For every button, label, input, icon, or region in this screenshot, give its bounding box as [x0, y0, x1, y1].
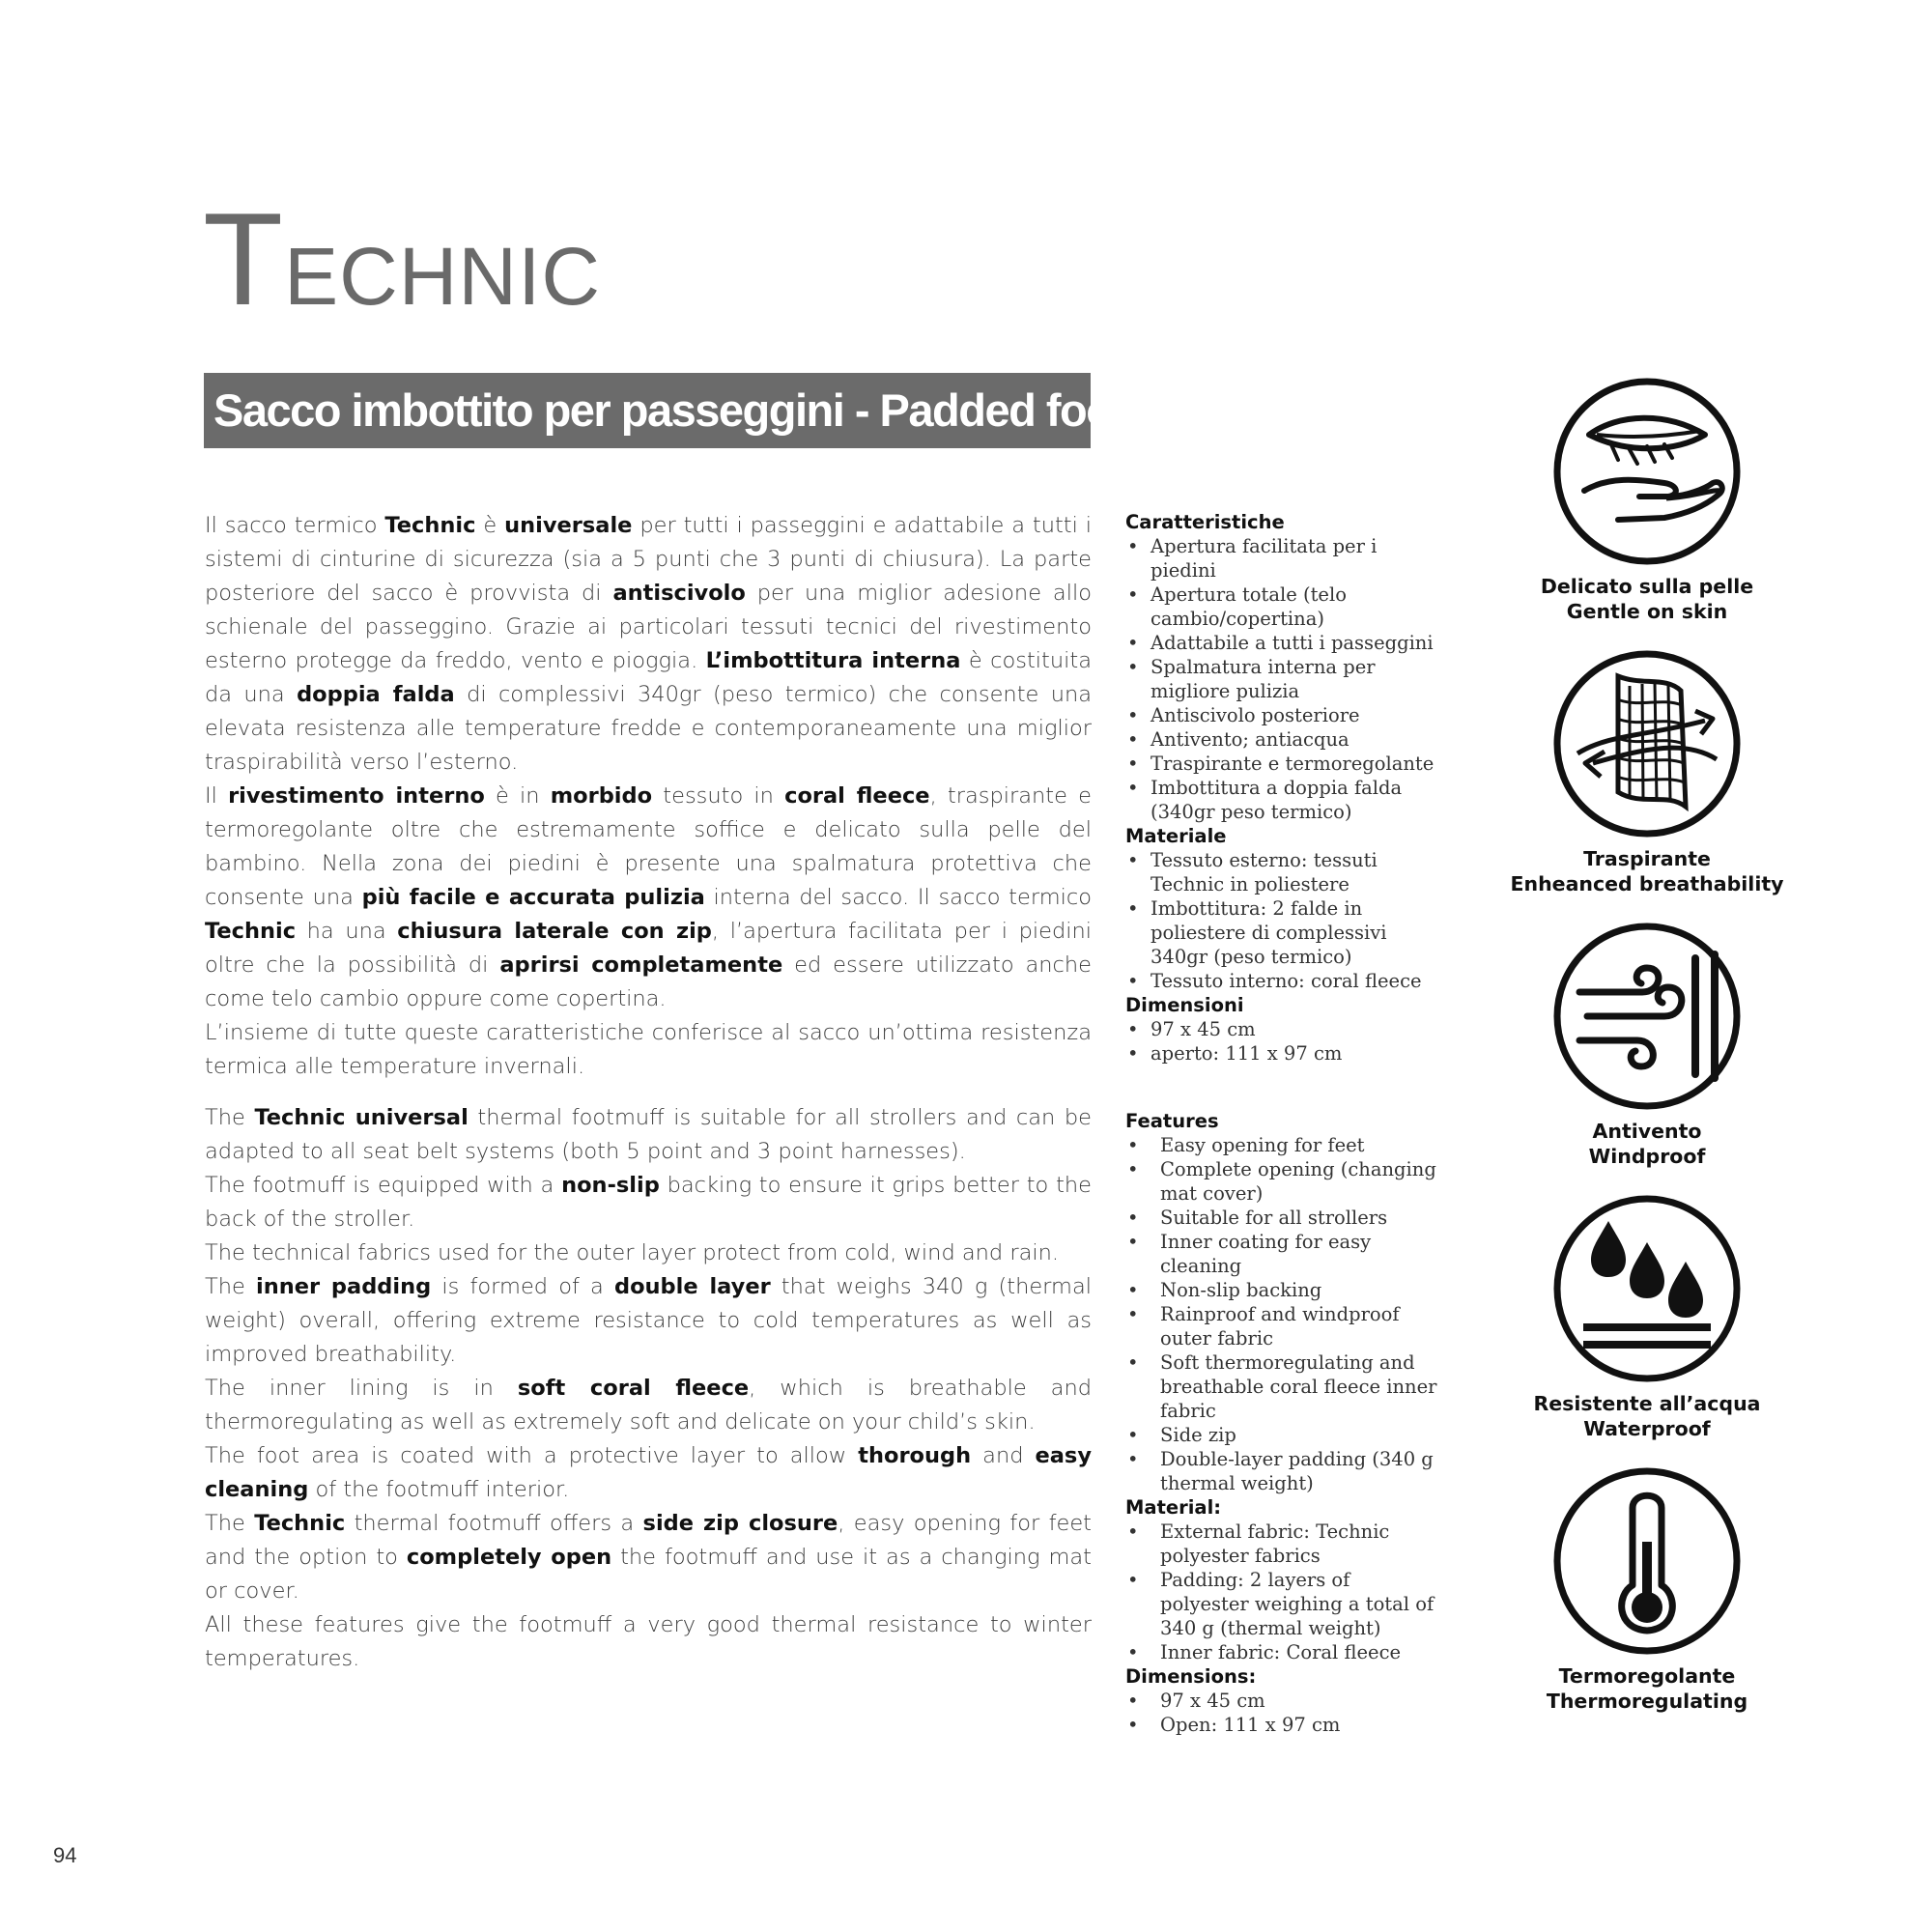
bold-text: morbido — [550, 783, 653, 809]
spec-item: • Soft thermoregulating and breathable coral fleece inner fabric — [1125, 1350, 1444, 1423]
specs-english — [1125, 1109, 1444, 1737]
bold-text: side zip closure — [642, 1511, 838, 1536]
body-text: and — [971, 1443, 1036, 1468]
body-text: è in — [484, 783, 551, 809]
italian-paragraph — [205, 509, 1092, 780]
spec-item: • Tessuto esterno: tessuti Technic in poliestere — [1125, 848, 1444, 896]
subtitle-banner: Sacco imbottito per passeggini - Padded footmuff for strollers — [204, 373, 1091, 448]
thermometer-icon — [1550, 1464, 1744, 1658]
spec-list — [1125, 1520, 1444, 1664]
bold-text: Technic — [205, 919, 297, 944]
body-text: The foot area is coated with a protective layer to allow — [205, 1443, 859, 1468]
body-text: ha una — [296, 919, 398, 944]
bold-text: antiscivolo — [612, 581, 746, 606]
feature-gentle-on-skin — [1502, 375, 1792, 624]
icon-label-en: Enheanced breathability — [1510, 872, 1784, 895]
icon-label-en: Gentle on skin — [1566, 600, 1728, 623]
icon-label-it: Antivento — [1592, 1120, 1702, 1143]
icon-label-it: Resistente all’acqua — [1533, 1392, 1761, 1415]
spec-heading: Features — [1125, 1110, 1219, 1132]
body-text: Il — [205, 783, 229, 809]
spec-item: • Adattabile a tutti i passeggini — [1125, 631, 1444, 655]
body-text: , which is breathable and thermoregulating as well as extremely soft and delicate on your child’s skin. — [205, 1376, 1092, 1435]
spec-item: • Rainproof and windproof outer fabric — [1125, 1302, 1444, 1350]
bold-text: soft coral fleece — [517, 1376, 750, 1401]
bold-text: Technic universal — [254, 1105, 469, 1130]
spec-heading: Caratteristiche — [1125, 511, 1285, 533]
spec-heading: Dimensioni — [1125, 994, 1244, 1016]
breathable-fabric-icon — [1550, 647, 1744, 840]
icon-label-en: Waterproof — [1583, 1417, 1711, 1440]
spec-item: • Imbottitura a doppia falda (340gr peso termico) — [1125, 776, 1444, 824]
page-title — [203, 185, 602, 332]
body-text: , easy opening for feet and the option to — [205, 1511, 1093, 1570]
body-text: ed essere utilizzato anche come telo cambio oppure come copertina. — [205, 952, 1092, 1011]
spec-item: • Apertura facilitata per i piedini — [1125, 534, 1444, 582]
body-text: è costituita da una — [205, 648, 1092, 707]
body-text: per una miglior adesione allo schienale del passeggino. Grazie ai particolari tessuti tecnici del rivestimento esterno protegge da freddo, vento e pioggia. — [205, 581, 1092, 673]
body-text: that weighs 340 g (thermal weight) overall, offering extreme resistance to cold temperatures as well as improved breathability. — [205, 1274, 1092, 1367]
body-text: is formed of a — [431, 1274, 614, 1299]
spec-item: • Traspirante e termoregolante — [1125, 752, 1444, 776]
body-text: , traspirante e termoregolante oltre che estremamente soffice e delicato sulla pelle del bambino. Nella zona dei piedini è presente una spalmatura protettiva che consente una — [205, 783, 1092, 910]
body-text: di complessivi 340gr (peso termico) che consente una elevata resistenza alle temperature fredde e contemporaneamente una miglior traspirabilità verso l’esterno. — [205, 682, 1093, 775]
english-paragraph — [205, 1236, 1092, 1270]
spec-item: • Open: 111 x 97 cm — [1125, 1713, 1444, 1737]
spec-item: • Suitable for all strollers — [1125, 1206, 1444, 1230]
bold-text: L’imbottitura interna — [705, 648, 961, 673]
body-text: The inner lining is in — [205, 1376, 518, 1401]
english-paragraph — [205, 1270, 1092, 1372]
spec-item: • 97 x 45 cm — [1125, 1017, 1444, 1041]
spec-item: • Side zip — [1125, 1423, 1444, 1447]
bold-text: easy cleaning — [205, 1443, 1092, 1502]
spec-list — [1125, 1017, 1444, 1065]
spec-list — [1125, 848, 1444, 993]
spec-heading: Material: — [1125, 1496, 1222, 1519]
spec-item: • Padding: 2 layers of polyester weighing a total of 340 g (thermal weight) — [1125, 1568, 1444, 1640]
body-text: thermal footmuff offers a — [345, 1511, 643, 1536]
body-text: The — [205, 1511, 255, 1536]
bold-text: rivestimento interno — [228, 783, 485, 809]
body-text: tessuto in — [652, 783, 785, 809]
bold-text: Technic — [254, 1511, 346, 1536]
spec-item: • Antiscivolo posteriore — [1125, 703, 1444, 727]
english-paragraph — [205, 1608, 1092, 1676]
feature-windproof — [1502, 920, 1792, 1169]
icon-label-en: Thermoregulating — [1546, 1690, 1748, 1713]
water-drops-icon — [1550, 1192, 1744, 1385]
body-text: The technical fabrics used for the outer layer protect from cold, wind and rain. — [205, 1240, 1060, 1265]
icon-label-it: Delicato sulla pelle — [1540, 575, 1754, 598]
spec-heading: Materiale — [1125, 825, 1227, 847]
body-text: the footmuff and use it as a changing mat or cover. — [205, 1545, 1093, 1604]
bold-text: doppia falda — [297, 682, 455, 707]
spec-item: • Tessuto interno: coral fleece — [1125, 969, 1444, 993]
bold-text: inner padding — [255, 1274, 432, 1299]
body-text: interna del sacco. Il sacco termico — [704, 885, 1092, 910]
spec-list — [1125, 534, 1444, 824]
bold-text: thorough — [858, 1443, 972, 1468]
body-text: The — [205, 1105, 255, 1130]
spec-heading: Dimensions: — [1125, 1665, 1257, 1688]
body-text: Il sacco termico — [205, 513, 385, 538]
icon-label-it: Termoregolante — [1558, 1664, 1736, 1688]
bold-text: chiusura laterale con zip — [397, 919, 712, 944]
body-text: of the footmuff interior. — [308, 1477, 570, 1502]
body-text: thermal footmuff is suitable for all strollers and can be adapted to all seat belt systems (both 5 point and 3 point harnesses). — [205, 1105, 1093, 1164]
wind-icon — [1550, 920, 1744, 1113]
spec-item: • Complete opening (changing mat cover) — [1125, 1157, 1444, 1206]
spec-item: • External fabric: Technic polyester fabrics — [1125, 1520, 1444, 1568]
bold-text: universale — [504, 513, 633, 538]
bold-text: coral fleece — [784, 783, 930, 809]
icon-label-en: Windproof — [1588, 1145, 1706, 1168]
spec-item: • Apertura totale (telo cambio/copertina) — [1125, 582, 1444, 631]
spec-item: • Non-slip backing — [1125, 1278, 1444, 1302]
spec-item: • 97 x 45 cm — [1125, 1689, 1444, 1713]
icon-label-it: Traspirante — [1583, 847, 1711, 870]
italian-paragraph — [205, 780, 1092, 1016]
feature-waterproof — [1502, 1192, 1792, 1441]
body-text: è — [475, 513, 505, 538]
bold-text: double layer — [613, 1274, 771, 1299]
italian-paragraph — [205, 1016, 1092, 1084]
spec-item: • Spalmatura interna per migliore pulizia — [1125, 655, 1444, 703]
body-text: backing to ensure it grips better to the back of the stroller. — [205, 1173, 1092, 1232]
english-paragraph — [205, 1169, 1092, 1236]
english-description — [205, 1101, 1092, 1676]
bold-text: più facile e accurata pulizia — [361, 885, 705, 910]
spec-list — [1125, 1133, 1444, 1495]
body-text: L’insieme di tutte queste caratteristiche conferisce al sacco un’ottima resistenza termica alle temperature invernali. — [205, 1020, 1092, 1079]
page-number: 94 — [53, 1843, 77, 1867]
spec-item: • Double-layer padding (340 g thermal weight) — [1125, 1447, 1444, 1495]
body-text: per tutti i passeggini e adattabile a tutti i sistemi di cinturine di sicurezza (sia a 5 punti che 3 punti di chiusura). La parte posteriore del sacco è provvista di — [205, 513, 1093, 606]
spec-item: • Inner coating for easy cleaning — [1125, 1230, 1444, 1278]
bold-text: Technic — [384, 513, 476, 538]
english-paragraph — [205, 1439, 1092, 1507]
spec-item: • Inner fabric: Coral fleece — [1125, 1640, 1444, 1664]
spec-item: • Easy opening for feet — [1125, 1133, 1444, 1157]
bold-text: non-slip — [561, 1173, 660, 1198]
bold-text: aprirsi completamente — [499, 952, 783, 978]
english-paragraph — [205, 1372, 1092, 1439]
title-initial: T — [203, 185, 285, 332]
body-text: All these features give the footmuff a very good thermal resistance to winter temperatures. — [205, 1612, 1092, 1671]
italian-description — [205, 509, 1092, 1084]
feature-breathability — [1502, 647, 1792, 896]
feather-hand-icon — [1550, 375, 1744, 568]
english-paragraph — [205, 1507, 1092, 1608]
bold-text: completely open — [406, 1545, 612, 1570]
body-text: The footmuff is equipped with a — [205, 1173, 562, 1198]
body-text: , l’apertura facilitata per i piedini oltre che la possibilità di — [205, 919, 1092, 978]
english-paragraph — [205, 1101, 1092, 1169]
spec-item: • Imbottitura: 2 falde in poliestere di complessivi 340gr (peso termico) — [1125, 896, 1444, 969]
body-text: The — [205, 1274, 256, 1299]
title-rest: ECHNIC — [284, 231, 602, 322]
spec-item: • Antivento; antiacqua — [1125, 727, 1444, 752]
feature-thermoregulating — [1502, 1464, 1792, 1714]
spec-list — [1125, 1689, 1444, 1737]
spec-item: • aperto: 111 x 97 cm — [1125, 1041, 1444, 1065]
specs-italian — [1125, 510, 1444, 1065]
